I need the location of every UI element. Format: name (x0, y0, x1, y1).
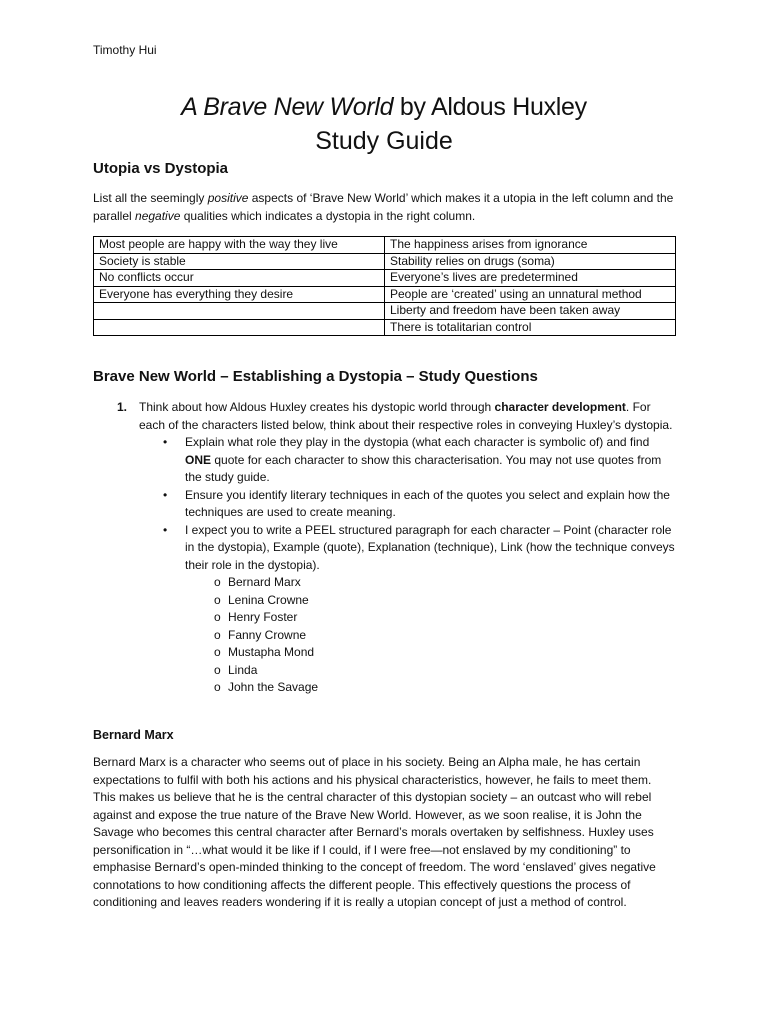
circle-bullet-icon: o (214, 592, 221, 607)
bullet-text: Explain what role they play in the dystopia (what each character is symbolic of) and find (185, 435, 650, 449)
intro-text-3: qualities which indicates a dystopia in the right column. (180, 208, 476, 223)
dystopia-cell: There is totalitarian control (385, 319, 676, 336)
utopia-cell: No conflicts occur (94, 270, 385, 287)
bullet-item (163, 434, 677, 487)
section-heading-utopia: Utopia vs Dystopia (93, 160, 229, 177)
question-1 (117, 399, 677, 697)
title-italic: A Brave New World (181, 93, 394, 121)
question-text-1: Think about how Aldous Huxley creates his dystopic world through (139, 400, 495, 414)
question-text-bold: character development (494, 400, 626, 414)
dystopia-cell: Liberty and freedom have been taken away (385, 303, 676, 320)
table-row (94, 319, 676, 336)
list-item (214, 644, 677, 662)
character-name: Linda (228, 662, 258, 677)
utopia-cell: Everyone has everything they desire (94, 286, 385, 303)
bullet-item (163, 522, 677, 575)
document-title (0, 92, 768, 122)
intro-paragraph (93, 190, 683, 225)
utopia-cell (94, 303, 385, 320)
list-item (214, 679, 677, 697)
table-row (94, 270, 676, 287)
character-name: Henry Foster (228, 610, 298, 624)
question-text-2: . For each of the characters listed below, think about their respective roles in conveying Huxley’s dystopia. (139, 400, 673, 432)
dystopia-cell: The happiness arises from ignorance (385, 237, 676, 254)
character-name: John the Savage (228, 680, 319, 694)
character-list (214, 574, 677, 697)
dystopia-cell: Everyone’s lives are predetermined (385, 270, 676, 287)
list-item (214, 627, 677, 645)
utopia-cell: Most people are happy with the way they live (94, 237, 385, 254)
character-name: Lenina Crowne (228, 592, 309, 607)
bullet-icon: • (163, 435, 168, 449)
question-number: 1. (117, 400, 128, 414)
bullet-text: Ensure you identify literary techniques in each of the quotes you select and explain how the techniques are used to create meaning. (185, 487, 670, 519)
character-name: Mustapha Mond (228, 645, 315, 659)
table-row (94, 253, 676, 270)
bullet-text: quote for each character to show this characterisation. You may not use quotes from the study guide. (185, 452, 662, 484)
table-row (94, 286, 676, 303)
intro-text-1: List all the seemingly (93, 191, 208, 205)
bullet-text: I expect you to write a PEEL structured paragraph for each character – Point (character role in the dystopia), Example (quote), Explanation (technique), Link (how the technique conveys their role in the dystopia). (185, 522, 675, 572)
list-item (214, 662, 677, 680)
list-item (214, 609, 677, 627)
table-row (94, 303, 676, 320)
document-subtitle: Study Guide (315, 127, 453, 155)
title-rest: by Aldous Huxley (393, 93, 587, 121)
bullet-item (163, 487, 677, 522)
intro-text-2: aspects of ‘Brave New World’ which makes it a utopia in the left column and the parallel (93, 191, 674, 223)
circle-bullet-icon: o (214, 645, 221, 659)
character-name: Bernard Marx (228, 575, 301, 589)
character-name: Fanny Crowne (228, 627, 307, 642)
utopia-dystopia-table (93, 236, 676, 336)
bullet-text-bold: ONE (185, 452, 212, 467)
section-heading-bernard-marx: Bernard Marx (93, 728, 174, 742)
intro-positive: positive (207, 191, 249, 205)
utopia-cell (94, 319, 385, 336)
list-item (214, 574, 677, 592)
circle-bullet-icon: o (214, 662, 221, 677)
intro-negative: negative (135, 208, 181, 223)
circle-bullet-icon: o (214, 627, 221, 642)
bullet-icon: • (163, 522, 168, 537)
list-item (214, 592, 677, 610)
utopia-cell: Society is stable (94, 253, 385, 270)
question-text (139, 399, 677, 434)
author-name: Timothy Hui (93, 43, 157, 57)
bullet-icon: • (163, 487, 168, 502)
circle-bullet-icon: o (214, 610, 221, 624)
table-row (94, 237, 676, 254)
bernard-marx-paragraph: Bernard Marx is a character who seems out of place in his society. Being an Alpha male, he has certain expectations to fulfil with both his actions and his physical characteristics, however, he fails to meet them. This makes us believe that he is the central character of this dystopian society – an outcast who will rebel against and expose the true nature of the Brave New World. However, as we soon realise, it is John the Savage who becomes this central character after Bernard’s morals overtaken by selfishness. Huxley uses personification in “…what would it be like if I could, if I were free—not enslaved by my conditioning” to emphasise Bernard’s open-minded thinking to the concept of freedom. The word ‘enslaved’ gives negative connotations to how conditioning affects the different people. This effectively questions the process of conditioning and leaves readers wondering if it is really a utopian concept of just a method of control. (93, 755, 656, 909)
circle-bullet-icon: o (214, 680, 221, 694)
circle-bullet-icon: o (214, 575, 221, 589)
section-heading-study-questions: Brave New World – Establishing a Dystopia – Study Questions (93, 368, 538, 385)
dystopia-cell: People are ‘created’ using an unnatural method (385, 286, 676, 303)
dystopia-cell: Stability relies on drugs (soma) (385, 253, 676, 270)
